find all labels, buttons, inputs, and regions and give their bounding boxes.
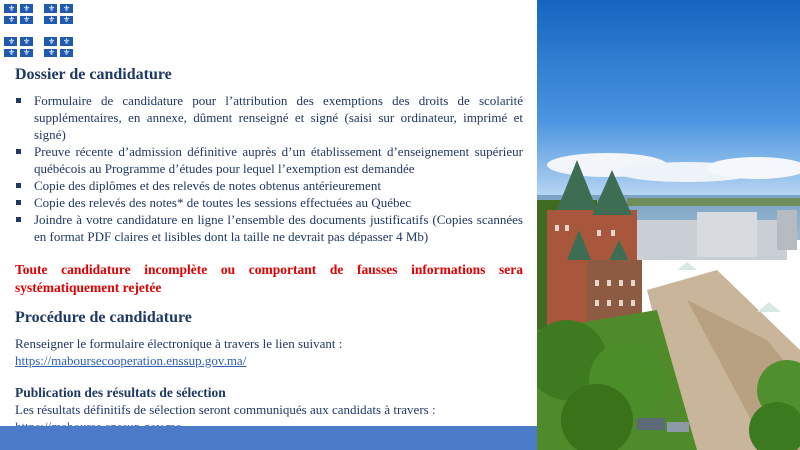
bullet-icon: [16, 200, 21, 205]
bullet-icon: [16, 149, 21, 154]
bullet-icon: [16, 217, 21, 222]
quebec-flag-icon: ⚜ ⚜ ⚜ ⚜: [4, 4, 33, 24]
dossier-title: Dossier de candidature: [15, 66, 172, 83]
list-item: Copie des diplômes et des relevés de notes obtenus antérieurement: [15, 177, 523, 194]
list-item: Joindre à votre candidature en ligne l’ensemble des documents justificatifs (Copies scannées en format PDF claires et lisibles dont la taille ne devrait pas dépasser 4 Mb): [15, 211, 523, 245]
publication-text: Les résultats définitifs de sélection seront communiqués aux candidats à travers :: [15, 402, 436, 417]
procedure-text: Renseigner le formulaire électronique à travers le lien suivant :: [15, 336, 343, 351]
list-item: Formulaire de candidature pour l’attribution des exemptions des droits de scolarité supplémentaires, en annexe, dûment renseigné et signé (saisi sur ordinateur, imprimé et signé): [15, 92, 523, 143]
procedure-title: Procédure de candidature: [15, 309, 192, 326]
rejection-warning: Toute candidature incomplète ou comportant de fausses informations sera systématiquement rejetée: [15, 262, 523, 295]
quebec-flag-icon: ⚜ ⚜ ⚜ ⚜: [4, 37, 33, 57]
bullet-icon: [16, 183, 21, 188]
list-item: Copie des relevés des notes* de toutes les sessions effectuées au Québec: [15, 194, 523, 211]
footer-bar: [0, 426, 537, 450]
requirements-list: [15, 92, 523, 245]
main-content: [15, 66, 523, 436]
publication-title: Publication des résultats de sélection: [15, 385, 226, 400]
quebec-flag-icon: ⚜ ⚜ ⚜ ⚜: [44, 37, 73, 57]
quebec-flag-icon: ⚜ ⚜ ⚜ ⚜: [44, 4, 73, 24]
quebec-city-photo: [537, 0, 800, 450]
application-link[interactable]: https://maboursecooperation.enssup.gov.ma/: [15, 353, 247, 368]
list-item: Preuve récente d’admission définitive auprès d’un établissement d’enseignement supérieur québécois au Programme d’études pour lequel l’exemption est demandée: [15, 143, 523, 177]
quebec-flags: [4, 4, 76, 60]
chateau-frontenac-image: [537, 0, 800, 450]
bullet-icon: [16, 98, 21, 103]
